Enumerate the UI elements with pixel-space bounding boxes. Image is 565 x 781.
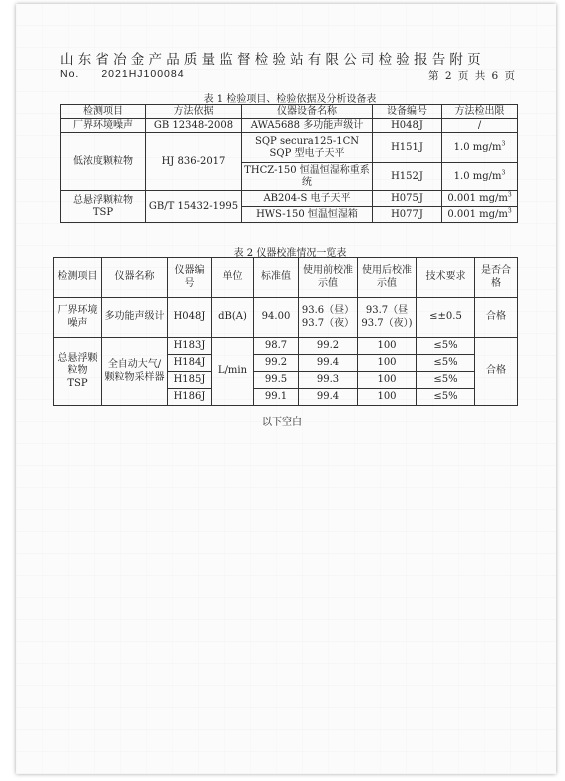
table-row (61, 119, 518, 133)
instrument-name: THCZ-150 恒温恒湿称重系统 (242, 163, 373, 191)
table1-caption: 表 1 检验项目、检验依据及分析设备表 (203, 94, 377, 105)
table1-header: 设备编号 (373, 105, 442, 119)
limit-exponent: 3 (507, 191, 512, 199)
before-night: 93.7（夜） (301, 317, 355, 329)
after-calibration: 100 (358, 389, 417, 406)
detection-limit (442, 163, 518, 191)
equipment-code: H152J (373, 163, 442, 191)
after-calibration: 100 (358, 372, 417, 389)
report-number-label: No. (60, 68, 80, 80)
limit-exponent: 3 (501, 140, 506, 148)
table2-header: 检测项目 (54, 258, 102, 298)
detection-limit (442, 191, 518, 207)
equipment-code: H077J (373, 207, 442, 223)
before-calibration (299, 298, 358, 338)
standard-value: 98.7 (254, 338, 299, 355)
table2-caption: 表 2 仪器校准情况一览表 (233, 248, 347, 259)
table2-header: 使用后校准示值 (358, 258, 417, 298)
method-basis: GB/T 15432-1995 (146, 191, 242, 223)
instrument-name: SQP secura125-1CN SQP 型电子天平 (242, 133, 373, 163)
report-number (60, 68, 185, 80)
report-number-value: 2021HJ100084 (101, 68, 185, 80)
method-basis: GB 12348-2008 (146, 119, 242, 133)
before-calibration: 99.4 (299, 389, 358, 406)
table-calibration (53, 257, 518, 406)
table2-header: 单位 (212, 258, 254, 298)
technical-requirement: ≤5% (417, 372, 475, 389)
table2-header: 使用前校准示值 (299, 258, 358, 298)
test-item: 总悬浮颗粒物 TSP (61, 191, 146, 223)
after-calibration: 100 (358, 355, 417, 372)
test-item: 厂界环境噪声 (61, 119, 146, 133)
equipment-code: H048J (373, 119, 442, 133)
table-row (61, 133, 518, 163)
table1-header: 方法依据 (146, 105, 242, 119)
instrument-code: H048J (168, 298, 212, 338)
technical-requirement: ≤±0.5 (417, 298, 475, 338)
limit-exponent: 3 (507, 207, 512, 215)
before-calibration: 99.2 (299, 338, 358, 355)
standard-value: 94.00 (254, 298, 299, 338)
instrument-code: H184J (168, 355, 212, 372)
after-calibration (358, 298, 417, 338)
pass-status: 合格 (475, 338, 518, 406)
technical-requirement: ≤5% (417, 355, 475, 372)
unit: dB(A) (212, 298, 254, 338)
detection-limit (442, 133, 518, 163)
detection-limit (442, 207, 518, 223)
test-item: 厂界环境噪声 (54, 298, 102, 338)
table1-header: 仪器设备名称 (242, 105, 373, 119)
table-row (61, 191, 518, 207)
pass-status: 合格 (475, 298, 518, 338)
test-item: 低浓度颗粒物 (61, 133, 146, 191)
technical-requirement: ≤5% (417, 338, 475, 355)
method-basis: HJ 836-2017 (146, 133, 242, 191)
instrument-code: H185J (168, 372, 212, 389)
table1-header: 方法检出限 (442, 105, 518, 119)
unit: L/min (212, 338, 254, 406)
table-row (54, 338, 518, 355)
limit-value: 0.001 mg/m (447, 208, 508, 220)
report-title: 山东省冶金产品质量监督检验站有限公司检验报告附页 (60, 52, 485, 68)
before-calibration: 99.3 (299, 372, 358, 389)
limit-exponent: 3 (501, 169, 506, 177)
standard-value: 99.2 (254, 355, 299, 372)
before-calibration: 99.4 (299, 355, 358, 372)
instrument-name: HWS-150 恒温恒湿箱 (242, 207, 373, 223)
table1-header-row (61, 105, 518, 119)
instrument-name: AWA5688 多功能声级计 (242, 119, 373, 133)
table2-header: 仪器编号 (168, 258, 212, 298)
limit-value: 1.0 mg/m (453, 170, 502, 182)
limit-value: 0.001 mg/m (447, 192, 508, 204)
equipment-code: H151J (373, 133, 442, 163)
table2-header-row (54, 258, 518, 298)
page-indicator: 第 2 页 共 6 页 (428, 70, 517, 82)
instrument-code: H186J (168, 389, 212, 406)
test-item: 总悬浮颗粒物 TSP (54, 338, 102, 406)
end-of-content-note: 以下空白 (262, 417, 302, 428)
instrument-name: 多功能声级计 (102, 298, 168, 338)
before-day: 93.6（昼） (301, 305, 355, 316)
after-day: 93.7（昼 (365, 305, 409, 316)
table2-header: 技术要求 (417, 258, 475, 298)
table-row (54, 298, 518, 338)
standard-value: 99.1 (254, 389, 299, 406)
table2-header: 仪器名称 (102, 258, 168, 298)
after-night: 93.7（夜）) (361, 317, 413, 329)
instrument-code: H183J (168, 338, 212, 355)
table2-header: 是否合格 (475, 258, 518, 298)
after-calibration: 100 (358, 338, 417, 355)
detection-limit: / (442, 119, 518, 133)
technical-requirement: ≤5% (417, 389, 475, 406)
table2-header: 标准值 (254, 258, 299, 298)
limit-value: 1.0 mg/m (453, 141, 502, 153)
equipment-code: H075J (373, 191, 442, 207)
table1-header: 检测项目 (61, 105, 146, 119)
table-methods-equipment (60, 104, 518, 223)
standard-value: 99.5 (254, 372, 299, 389)
instrument-name: AB204-S 电子天平 (242, 191, 373, 207)
instrument-name: 全自动大气/颗粒物采样器 (102, 338, 168, 406)
